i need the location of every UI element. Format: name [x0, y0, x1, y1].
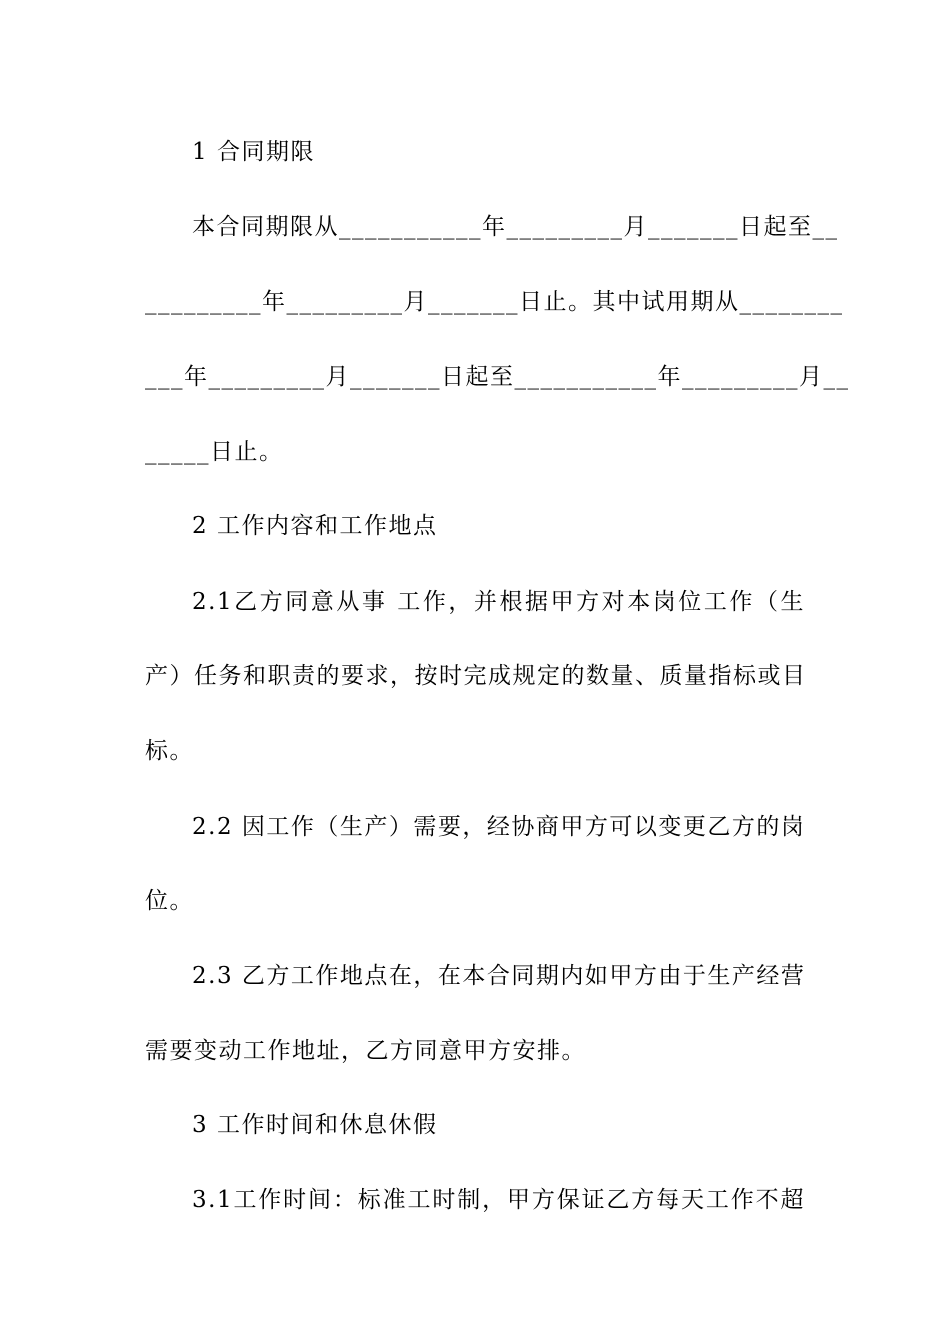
clause-3-1-line-1: 3.1工作时间：标准工时制，甲方保证乙方每天工作不超 [192, 1187, 805, 1213]
clause-2-2-line-1: 2.2 因工作（生产）需要，经协商甲方可以变更乙方的岗 [192, 814, 806, 840]
clause-2-1-line-2: 产）任务和职责的要求，按时完成规定的数量、质量指标或目 [145, 663, 807, 689]
contract-term-line-3: ___年_________月_______日起至___________年_________月__ [145, 364, 850, 390]
clause-2-1-line-3: 标。 [145, 738, 194, 764]
section-1-heading: 1 合同期限 [192, 139, 315, 165]
contract-term-line-1: 本合同期限从___________年_________月_______日起至__ [192, 214, 839, 240]
contract-term-line-2: _________年_________月_______日止。其中试用期从________ [145, 289, 844, 315]
clause-2-1-line-1: 2.1乙方同意从事 工作，并根据甲方对本岗位工作（生 [192, 589, 805, 615]
clause-2-2-line-2: 位。 [145, 888, 194, 914]
contract-term-line-4: _____日止。 [145, 439, 284, 465]
section-2-heading: 2 工作内容和工作地点 [192, 513, 438, 539]
clause-2-3-line-1: 2.3 乙方工作地点在，在本合同期内如甲方由于生产经营 [192, 963, 806, 989]
section-3-heading: 3 工作时间和休息休假 [192, 1112, 438, 1138]
clause-2-3-line-2: 需要变动工作地址，乙方同意甲方安排。 [145, 1038, 586, 1064]
